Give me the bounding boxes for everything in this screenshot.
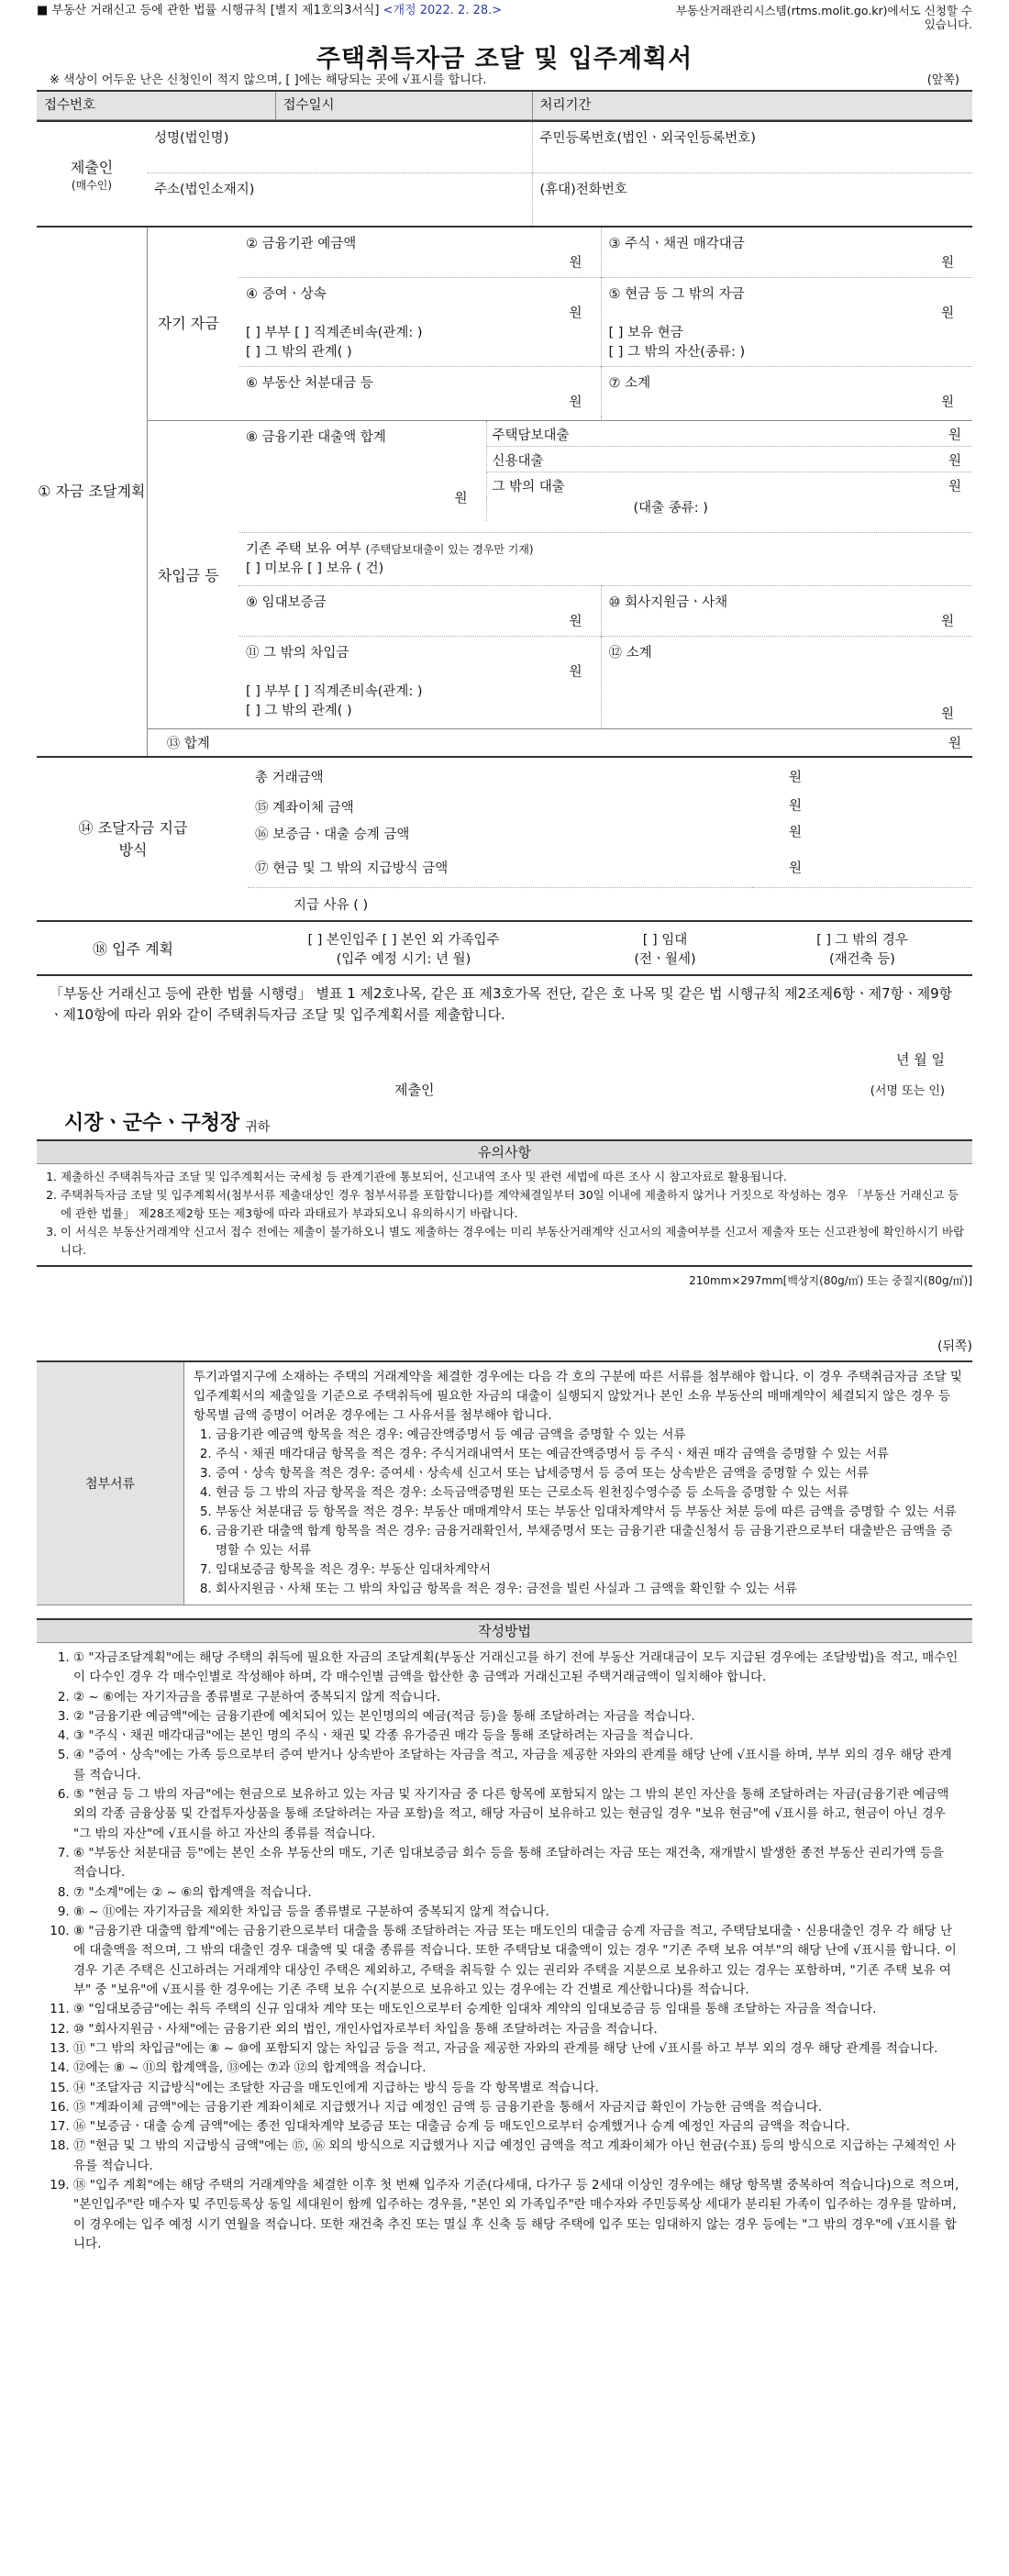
guide-item: 3. ② "금융기관 예금액"에는 금융기관에 예치되어 있는 본인명의의 예금(적금 등)을 통해 조달하려는 자금을 적습니다. [73,1707,959,1727]
stocks-won: 원 [940,256,954,271]
funding-table [37,226,972,756]
receipt-number: 접수번호 [37,91,275,120]
id-number-field[interactable]: 주민등록번호(법인ㆍ외국인등록번호) [532,121,972,172]
mortgage-won: 원 [948,427,961,443]
lease-deposit-label: ⑨ 임대보증금 [246,594,327,610]
signature-field[interactable]: (서명 또는 인) [870,1083,945,1098]
realestate-label: ⑥ 부동산 처분대금 등 [246,376,373,391]
other-loan-row[interactable] [486,472,972,497]
revision-date: <개정 2022. 2. 28.> [383,4,503,17]
cash-field[interactable] [601,278,972,367]
caution-item: 3. 이 서식은 부동산거래계약 신고서 접수 전에는 제출이 불가하오니 별도 제출하는 경우에는 미리 부동산거래계약 신고서의 제출여부를 신고서 제출자 또는 신고관청에 확인하시기 바랍니다. [61,1223,965,1260]
back-side-label: (뒤쪽) [937,1339,972,1354]
guide-item: 19. ⑱ "입주 계획"에는 해당 주택의 거래계약을 체결한 이후 첫 번째 입주자 기준(다세대, 다가구 등 2세대 이상인 경우에는 해당 항목별 중복하여 적습니다)으로 적으며, "본인입주"란 매수자 및 주민등록상 동일 세대원이 함께 입주하는 경우를, "본인 외 가족입주"란 매수자와 주민등록상 세대가 분리된 가족이 입주하는 경우를 말하며, 이 경우에는 입주 예정 시기 연월을 적습니다. 또한 재건축 추진 또는 멸실 후 신축 등 해당 주택에 입주 또는 임대하지 않는 경우 등에는 "그 밖의 경우"에 √표시를 합니다. [73,2176,959,2254]
guide-item: 10. ⑧ "금융기관 대출액 합계"에는 금융기관으로부터 대출을 통해 조달하려는 자금 또는 매도인의 대출금 승계 자금을 적고, 주택담보대출ㆍ신용대출인 경우 각 해당 난에 대출액을 적으며, 그 밖의 대출인 경우 대출액 및 대출 종류를 적습니다. 또한 주택담보 대출액이 있는 경우 "기존 주택 보유 여부"의 해당 난에 √표시를 합니다. 이 경우 기존 주택은 신고하려는 거래계약 대상인 주택은 제외하고, 주택을 취득할 수 있는 권리와 주택을 지분으로 보유하고 있는 경우는 포함하며, "기존 주택 보유 여부" 중 "보유"에 √표시를 한 경우에는 기존 주택 보유 수(지분으로 보유하고 있는 경우에는 각 건별로 계산합니다)를 적습니다. [73,1922,959,2000]
attachments-label: 첨부서류 [37,1362,184,1604]
occupancy-date[interactable]: (입주 예정 시기: 년 월) [336,951,471,967]
online-note: 부동산거래관리시스템(rtms.molit.go.kr)에서도 신청할 수 있습니다. [675,4,972,31]
total-amount-label: 총 거래금액 [248,757,752,795]
loan-subtable [238,421,972,521]
guide-item: 16. ⑮ "계좌이체 금액"에는 금융기관 계좌이체로 지급했거나 지급 예정인 금액 등 금융기관을 통해서 자금지급 확인이 가능한 금액을 적습니다. [73,2098,959,2117]
guide-list [37,1643,972,2260]
cash-label: ⑤ 현금 등 그 밖의 자금 [608,287,745,302]
lease-deposit-field[interactable] [238,585,601,636]
guide-item: 8. ⑦ "소계"에는 ② ~ ⑥의 합계액을 적습니다. [73,1883,959,1903]
borrow-subtotal-label: ⑫ 소계 [608,645,652,661]
attachment-item: 7. 임대보증금 항목을 적은 경우: 부동산 임대차계약서 [216,1560,963,1580]
guide-item: 11. ⑨ "임대보증금"에는 취득 주택의 신규 임대차 계약 또는 매도인으로부터 승계한 임대차 계약의 임대보증금 등 임대를 통해 조달하는 자금을 적습니다. [73,2000,959,2019]
house-ownership-checkbox[interactable]: [ ] 미보유 [ ] 보유 ( 건) [246,561,384,576]
other-borrow-field[interactable] [238,636,601,728]
cash-etc-label: ⑰ 현금 및 그 밖의 지급방식 금액 [255,861,449,877]
total-won[interactable]: 원 [238,728,972,756]
borrowed-label: 차입금 등 [147,420,229,728]
attachment-item: 4. 현금 등 그 밖의 자금 항목을 적은 경우: 소득금액증명원 또는 근로소득 원천징수영수증 등 소득을 증명할 수 있는 서류 [216,1483,963,1503]
notice-text: ※ 색상이 어두운 난은 신청인이 적지 않으며, [ ]에는 해당되는 곳에 √표시를 합니다. [50,73,487,87]
paper-spec: 210mm×297mm[백상지(80g/㎡) 또는 중질지(80g/㎡)] [37,1265,972,1300]
guide-item: 17. ⑯ "보증금ㆍ대출 승계 금액"에는 종전 임대차계약 보증금 또는 대출금 승계 등 매도인으로부터 승계했거나 승계 예정인 자금의 금액을 적습니다. [73,2117,959,2137]
guide-item: 12. ⑩ "회사지원금ㆍ사채"에는 금융기관 외의 법인, 개인사업자로부터 차입을 통해 조달하려는 자금을 적습니다. [73,2020,959,2039]
occupancy-other-sub: (재건축 등) [829,951,895,967]
company-loan-won: 원 [940,614,954,629]
other-loan-won: 원 [948,479,961,494]
payment-table [37,756,972,920]
loan-total-field[interactable] [238,421,486,521]
attachment-item: 6. 금융기관 대출액 합계 항목을 적은 경우: 금융거래확인서, 부채증명서 또는 금융기관 대출신청서 등 금융기관으로부터 대출받은 금액을 증명할 수 있는 서류 [216,1522,963,1560]
loan-type-field[interactable]: (대출 종류: ) [633,500,708,516]
caution-item: 2. 주택취득자금 조달 및 입주계획서(첨부서류 제출대상인 경우 첨부서류를 포함합니다)를 계약체결일부터 30일 이내에 제출하지 않거나 거짓으로 작성하는 경우 「부동산 거래신고 등에 관한 법률」 제28조제2항 또는 제3항에 따라 과태료가 부과되오니 유의하시기 바랍니다. [61,1186,965,1223]
guide-item: 15. ⑭ "조달자금 지급방식"에는 조달한 자금을 매도인에게 지급하는 방식 등을 각 항목별로 적습니다. [73,2079,959,2098]
guide-item: 5. ④ "증여ㆍ상속"에는 가족 등으로부터 증여 받거나 상속받아 조달하는 자금을 적고, 자금을 제공한 자와의 관계를 해당 난에 √표시를 하며, 부부 외의 경우 해당 관계를 적습니다. [73,1746,959,1785]
gift-field[interactable] [238,278,601,367]
law-reference [37,4,502,17]
cash-etc-won[interactable]: 원 [789,861,803,877]
guide-item: 18. ⑰ "현금 및 그 밖의 지급방식 금액"에는 ⑮, ⑯ 외의 방식으로 지급했거나 지급 예정인 금액을 적고 계좌이체가 아닌 현금(수표) 등의 방식으로 지급하는 구체적인 사유를 적습니다. [73,2137,959,2176]
attachment-item: 8. 회사지원금ㆍ사채 또는 그 밖의 차입금 항목을 적은 경우: 금전을 빌린 사실과 그 금액을 확인할 수 있는 서류 [216,1580,963,1599]
applicant-label [37,121,147,226]
stocks-label: ③ 주식ㆍ채권 매각대금 [608,237,745,251]
deposit-won: 원 [569,256,582,271]
addressee-suffix: 귀하 [245,1120,271,1135]
address-field[interactable]: 주소(법인소재지) [147,172,532,226]
deposit-label: ② 금융기관 예금액 [246,237,357,251]
gift-label: ④ 증여ㆍ상속 [246,287,327,302]
borrow-other-relation-checkbox[interactable]: [ ] 그 밖의 관계( ) [246,703,352,718]
guide-item: 4. ③ "주식ㆍ채권 매각대금"에는 본인 명의 주식ㆍ채권 및 각종 유가증권 매각 등을 통해 조달하려는 자금을 적습니다. [73,1727,959,1746]
stocks-field[interactable] [601,227,972,278]
applicant-sub: (매수인) [71,178,113,192]
occupancy-other-checkbox[interactable]: [ ] 그 밖의 경우 [816,932,908,948]
borrow-relation-checkbox[interactable]: [ ] 부부 [ ] 직계존비속(관계: ) [246,683,423,699]
total-amount-won[interactable]: 원 [752,757,972,795]
law-ref-text: ■ 부동산 거래신고 등에 관한 법률 시행규칙 [별지 제1호의3서식] [37,4,380,17]
occupancy-other-option[interactable] [752,921,972,974]
form-title: 주택취득자금 조달 및 입주계획서 [316,45,693,73]
guide-title: 작성방법 [37,1618,972,1643]
attachment-item: 5. 부동산 처분대금 등 항목을 적은 경우: 부동산 매매계약서 또는 부동산 임대차계약서 등 부동산 처분 등에 따른 금액을 증명할 수 있는 서류 [216,1503,963,1522]
attachments-intro: 투기과열지구에 소재하는 주택의 거래계약을 체결한 경우에는 다음 각 호의 구분에 따른 서류를 첨부해야 합니다. 이 경우 주택취금자금 조달 및 입주계획서의 제출일을 기준으로 주택취득에 필요한 자금의 대출이 실행되지 않았거나 본인 소유 부동산의 매매계약이 체결되지 않은 경우 등 항목별 금액 증명이 어려운 경우에는 그 사유서를 첨부해야 합니다. [194,1370,962,1423]
guide-item: 14. ⑫에는 ⑧ ~ ⑪의 합계액을, ⑬에는 ⑦과 ⑫의 합계액을 적습니다. [73,2059,959,2078]
transfer-label: ⑮ 계좌이체 금액 [255,801,354,816]
transfer-won[interactable]: 원 [789,799,803,814]
header-line [37,4,972,31]
assume-label: ⑯ 보증금ㆍ대출 승계 금액 [255,827,410,842]
loan-block [238,420,972,532]
guide-item: 2. ② ~ ⑥에는 자기자금을 종류별로 구분하여 중복되지 않게 적습니다. [73,1688,959,1707]
applicant-label-text: 제출인 [70,158,114,176]
attachments-section [37,1360,972,1605]
receipt-date: 접수일시 [275,91,532,120]
form-page [37,0,972,2260]
occupancy-rent-checkbox[interactable]: [ ] 임대 [642,932,688,948]
payment-label: ⑭ 조달자금 지급방식 [37,757,229,920]
occupancy-self-checkbox[interactable]: [ ] 본인입주 [ ] 본인 외 가족입주 [307,932,500,948]
attachments-content [184,1362,972,1604]
own-subtotal-label: ⑦ 소계 [608,376,651,391]
credit-label: 신용대출 [492,453,544,469]
addressee [37,1101,972,1136]
mortgage-label: 주택담보대출 [492,427,570,443]
other-borrow-label: ⑪ 그 밖의 차입금 [246,645,349,661]
deposit-field[interactable] [238,227,601,278]
lease-deposit-won: 원 [569,614,582,629]
borrow-subtotal-field[interactable] [601,636,972,728]
existing-house-field[interactable] [238,532,972,585]
guide-item: 9. ⑧ ~ ⑪에는 자기자금을 제외한 차입금 등을 종류별로 구분하여 중복되지 않게 적습니다. [73,1903,959,1922]
guide-item: 7. ⑥ "부동산 처분대금 등"에는 본인 소유 부동산의 매도, 기존 임대보증금 회수 등을 통해 조달하려는 자금 또는 재건축, 재개발시 발생한 종전 부동산 권리가액 등을 적습니다. [73,1844,959,1883]
own-subtotal-field[interactable] [601,367,972,417]
attachment-item: 2. 주식ㆍ채권 매각대금 항목을 적은 경우: 주식거래내역서 또는 예금잔액증명서 등 주식ㆍ채권 매각 금액을 증명할 수 있는 서류 [216,1445,963,1464]
submitter-label: 제출인 [394,1081,435,1098]
applicant-table [37,120,972,226]
submitter-line [37,1077,972,1101]
cash-other-asset-checkbox[interactable]: [ ] 그 밖의 자산(종류: ) [608,345,746,360]
caution-item: 1. 제출하신 주택취득자금 조달 및 입주계획서는 국세청 등 관계기관에 통보되어, 신고내역 조사 및 관련 세법에 따른 조사 시 참고자료로 활용됩니다. [61,1168,965,1186]
assume-won[interactable]: 원 [789,826,803,840]
guide-item: 13. ⑪ "그 밖의 차입금"에는 ⑧ ~ ⑩에 포함되지 않는 차입금 등을 적고, 자금을 제공한 자와의 관계를 해당 난에 √표시를 하고 부부 외의 경우 해당 관계를 적습니다. [73,2039,959,2059]
occupancy-rent-option[interactable] [578,921,752,974]
company-loan-label: ⑩ 회사지원금ㆍ사채 [608,594,728,610]
processing-period: 처리기간 [532,91,972,120]
receipt-table [37,90,972,120]
funding-plan-label: ① 자금 조달계획 [37,227,147,756]
total-label: ⑬ 합계 [147,728,229,756]
date-fields[interactable]: 년 월 일 [895,1051,945,1068]
borrow-subtotal-won: 원 [940,706,954,722]
occupancy-label: ⑱ 입주 계획 [37,921,229,974]
guide-item: 1. ① "자금조달계획"에는 해당 주택의 취득에 필요한 자금의 조달계획(부동산 거래신고를 하기 전에 부동산 거래대금이 모두 지급된 경우에는 조달방법)을 적고, 매수인이 다수인 경우 각 매수인별로 작성해야 하며, 각 매수인별 금액을 합산한 총 금액과 거래신고된 주택거래금액이 일치해야 합니다. [73,1649,959,1688]
realestate-field[interactable] [238,367,601,417]
gift-won: 원 [569,306,582,321]
phone-field[interactable]: (휴대)전화번호 [532,172,972,226]
gift-relation-checkbox[interactable]: [ ] 부부 [ ] 직계존비속(관계: ) [246,326,423,340]
page-side: (앞쪽) [926,73,959,87]
other-loan-label: 그 밖의 대출 [492,479,565,494]
name-field[interactable]: 성명(법인명) [147,121,532,172]
occupancy-table [37,920,972,974]
existing-house-note: (주택담보대출이 있는 경우만 기재) [365,542,534,556]
gift-other-relation-checkbox[interactable]: [ ] 그 밖의 관계( ) [246,345,352,360]
cash-won: 원 [940,306,954,321]
attachment-item: 3. 증여ㆍ상속 항목을 적은 경우: 증여세ㆍ상속세 신고서 또는 납세증명서 등 증여 또는 상속받은 금액을 증명할 수 있는 서류 [216,1464,963,1483]
credit-row[interactable] [486,446,972,472]
credit-won: 원 [948,453,961,469]
other-borrow-won: 원 [569,664,582,680]
cash-held-checkbox[interactable]: [ ] 보유 현금 [608,326,683,340]
loan-total-label: ⑧ 금융기관 대출액 합계 [246,429,386,445]
company-loan-field[interactable] [601,585,972,636]
guide-item: 6. ⑤ "현금 등 그 밖의 자금"에는 현금으로 보유하고 있는 자금 및 자기자금 중 다른 항목에 포함되지 않는 그 밖의 본인 자산을 통해 조달하려는 자금(금융기관 예금액 외의 각종 금융상품 및 간접투자상품을 통해 조달하려는 자금 포함)을 적고, 해당 자금이 보유하고 있는 현금일 경우 "보유 현금"에 √표시를 하고, 현금이 아닌 경우 "그 밖의 자산"에 √표시를 하고 자산의 종류를 적습니다. [73,1785,959,1844]
own-subtotal-won: 원 [940,395,954,410]
realestate-won: 원 [569,395,582,410]
own-funds-label: 자기 자금 [147,227,229,420]
loan-total-won: 원 [454,491,468,506]
payment-reason-field[interactable]: 지급 사유 ( ) [248,887,972,920]
attachment-item: 1. 금융기관 예금액 항목을 적은 경우: 예금잔액증명서 등 예금 금액을 증명할 수 있는 서류 [216,1426,963,1445]
cautions-list [37,1164,972,1265]
addressee-text: 시장ㆍ군수ㆍ구청장 [64,1112,240,1135]
declaration-text: 「부동산 거래신고 등에 관한 법률 시행령」 별표 1 제2호나목, 같은 표 제3호가목 전단, 같은 호 나목 및 같은 법 시행규칙 제2조제6항ㆍ제7항ㆍ제9항ㆍ제10항에 따라 위와 같이 주택취득자금 조달 및 입주계획서를 제출합니다. [37,974,972,1049]
existing-house-label: 기존 주택 보유 여부 [246,541,361,557]
occupancy-self-option[interactable] [229,921,578,974]
mortgage-row[interactable] [486,421,972,447]
occupancy-rent-sub: (전ㆍ월세) [634,951,696,967]
cautions-title: 유의사항 [37,1139,972,1164]
